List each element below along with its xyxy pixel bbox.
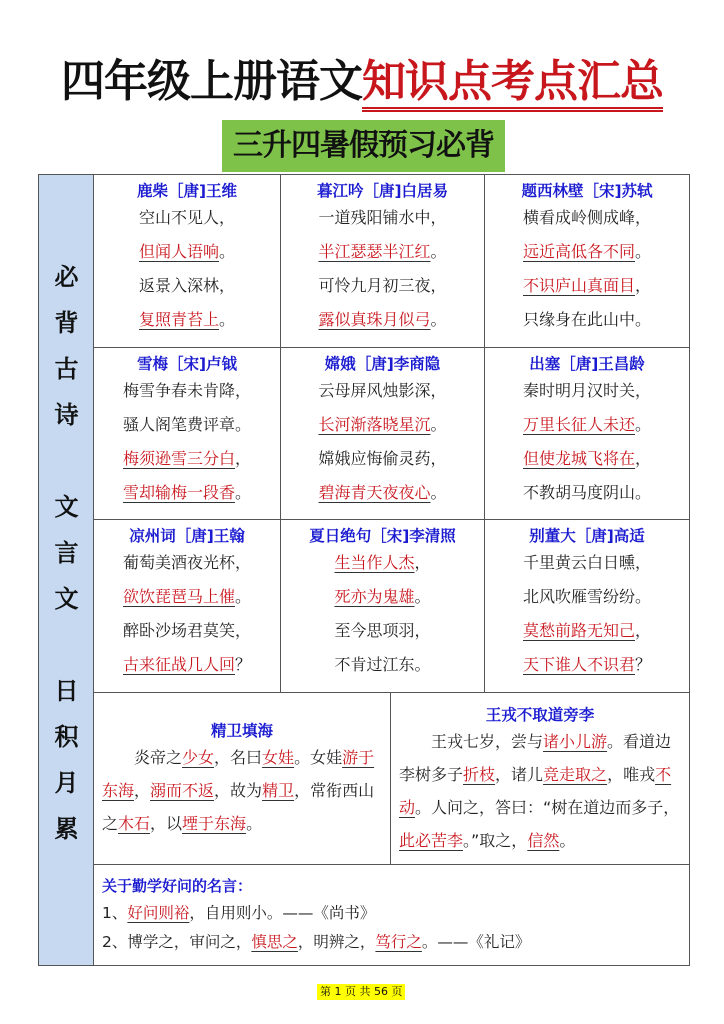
- page-number: 第 1 页 共 56 页: [317, 984, 405, 1000]
- classical-text: 炎帝之少女，名曰女娃。女娃游于东海，溺而不返，故为精卫，常衔西山之木石，以堙于东海。: [102, 748, 375, 833]
- poem-line: 千里黄云白日曛，: [522, 553, 651, 572]
- poem-line: 嫦娥应悔偷灵药，: [318, 449, 447, 468]
- poem-card: [281, 175, 485, 347]
- highlighted-text: 死亦为鬼雄: [334, 587, 415, 606]
- highlighted-text: 欲饮琵琶马上催: [122, 587, 235, 606]
- poem-line: 复照青苔上。: [138, 310, 236, 329]
- poem-line: 但使龙城飞将在，: [522, 449, 652, 468]
- poem-line: 空山不见人，: [138, 208, 235, 227]
- sidebar-char: 必: [54, 263, 79, 291]
- highlighted-text: 但使龙城飞将在: [522, 449, 635, 468]
- poem-line: 欲饮琵琶马上催。: [122, 587, 252, 606]
- poem-line: 长河渐落晓星沉。: [318, 415, 447, 434]
- highlighted-text: 好问则裕: [127, 904, 190, 922]
- poem-line: 梅须逊雪三分白，: [122, 449, 252, 468]
- classical-title: 精卫填海: [210, 722, 273, 740]
- poem-title: 暮江吟［唐]白居易: [316, 182, 449, 200]
- poem-title: 雪梅［宋]卢钺: [136, 355, 238, 373]
- poem-line: 古来征战几人回？: [122, 655, 252, 674]
- poem-card: [94, 520, 281, 692]
- highlighted-text: 梅须逊雪三分白: [122, 449, 235, 468]
- content-table: [38, 174, 690, 966]
- sidebar-char: 古: [54, 355, 79, 383]
- highlighted-text: 不识庐山真面目: [522, 276, 635, 295]
- poem-title: 凉州词［唐]王翰: [129, 527, 245, 545]
- highlighted-text: 但闻人语响: [138, 242, 219, 261]
- poem-title: 出塞［唐]王昌龄: [529, 355, 645, 373]
- sidebar-char: 积: [54, 723, 79, 751]
- poem-row: [94, 175, 689, 348]
- poem-card: [281, 520, 485, 692]
- title-black-part: 四年级上册语文: [61, 56, 362, 107]
- sidebar-char: 文: [54, 493, 79, 521]
- poem-card: [94, 348, 281, 519]
- poem-line: 北风吹雁雪纷纷。: [522, 587, 651, 606]
- poem-line: 露似真珠月似弓。: [318, 310, 447, 329]
- subtitle-banner: 三升四暑假预习必背: [222, 120, 505, 172]
- poem-line: 莫愁前路无知己，: [522, 621, 652, 640]
- poem-line: 只缘身在此山中。: [522, 310, 651, 329]
- poem-row: [94, 348, 689, 520]
- poem-line: 返景入深林，: [138, 276, 235, 295]
- highlighted-text: 雪却输梅一段香: [122, 483, 235, 502]
- poem-line: 生当作人杰，: [334, 553, 431, 572]
- poem-title: 鹿柴［唐]王维: [136, 182, 238, 200]
- highlighted-text: 露似真珠月似弓: [318, 310, 431, 329]
- poem-line: 秦时明月汉时关，: [522, 381, 651, 400]
- highlighted-text: 女娃: [262, 748, 295, 767]
- sidebar-char: 累: [54, 815, 79, 843]
- highlighted-text: 万里长征人未还: [522, 415, 635, 434]
- highlighted-text: 折枝: [463, 765, 496, 784]
- poem-line: 骚人阁笔费评章。: [122, 415, 251, 434]
- sidebar-char: 诗: [54, 401, 79, 429]
- highlighted-text: 慎思之: [251, 933, 298, 951]
- poem-line: 不肯过江东。: [334, 655, 431, 674]
- highlighted-text: 诸小儿游: [543, 732, 608, 751]
- poem-line: 碧海青天夜夜心。: [318, 483, 447, 502]
- highlighted-text: 少女: [182, 748, 215, 767]
- sidebar-char: 背: [54, 309, 79, 337]
- poem-line: 可怜九月初三夜，: [318, 276, 447, 295]
- highlighted-text: 生当作人杰: [334, 553, 415, 572]
- highlighted-text: 信然: [527, 831, 560, 850]
- sidebar-char: 文: [54, 585, 79, 613]
- highlighted-text: 堙于东海: [182, 814, 247, 833]
- poem-line: 梅雪争春未肯降，: [122, 381, 251, 400]
- classical-card-jingwei: [94, 693, 391, 864]
- poem-line: 万里长征人未还。: [522, 415, 652, 434]
- poem-line: 远近高低各不同。: [522, 242, 652, 261]
- poem-card: [485, 348, 689, 519]
- highlighted-text: 溺而不返: [150, 781, 215, 800]
- highlighted-text: 长河渐落晓星沉: [318, 415, 431, 434]
- highlighted-text: 木石: [118, 814, 151, 833]
- classical-row: [94, 693, 689, 865]
- highlighted-text: 半江瑟瑟半江红: [318, 242, 431, 261]
- poem-line: 雪却输梅一段香。: [122, 483, 252, 502]
- page-title: [0, 52, 724, 112]
- poem-card: [281, 348, 485, 519]
- highlighted-text: 莫愁前路无知己: [522, 621, 635, 640]
- quote-line: 1、好问则裕，自用则小。——《尚书》: [102, 904, 376, 922]
- poem-title: 别董大［唐]高适: [529, 527, 645, 545]
- highlighted-text: 游于东海: [102, 748, 375, 800]
- poem-line: 不教胡马度阴山。: [522, 483, 651, 502]
- poem-line: 云母屏风烛影深，: [318, 381, 447, 400]
- highlighted-text: 此必苦李: [399, 831, 464, 850]
- highlighted-text: 古来征战几人回: [122, 655, 235, 674]
- poem-card: [94, 175, 281, 347]
- poem-line: 天下谁人不识君？: [522, 655, 652, 674]
- poem-line: 至今思项羽，: [334, 621, 431, 640]
- sidebar-char: 言: [54, 539, 79, 567]
- highlighted-text: 碧海青天夜夜心: [318, 483, 431, 502]
- poem-title: 嫦娥［唐]李商隐: [324, 355, 441, 373]
- highlighted-text: 不动: [399, 765, 672, 817]
- quotes-section: [94, 865, 689, 965]
- highlighted-text: 竞走取之: [543, 765, 608, 784]
- poem-title: 题西林壁［宋]苏轼: [521, 182, 653, 200]
- poem-line: 不识庐山真面目，: [522, 276, 652, 295]
- poem-line: 但闻人语响。: [138, 242, 236, 261]
- highlighted-text: 天下谁人不识君: [522, 655, 635, 674]
- poem-card: [485, 520, 689, 692]
- poem-title: 夏日绝句［宋]李清照: [309, 527, 456, 545]
- poem-line: 半江瑟瑟半江红。: [318, 242, 447, 261]
- title-red-part: 知识点考点汇总: [362, 56, 663, 112]
- sidebar-category: [39, 175, 94, 965]
- highlighted-text: 精卫: [262, 781, 295, 800]
- quotes-title: 关于勤学好问的名言：: [102, 877, 253, 895]
- poem-line: 葡萄美酒夜光杯，: [122, 553, 251, 572]
- classical-card-wangrong: [391, 693, 689, 864]
- sidebar-char: 月: [54, 769, 79, 797]
- classical-title: 王戎不取道旁李: [485, 706, 595, 724]
- classical-text: 王戎七岁，尝与诸小儿游。看道边李树多子折枝，诸儿竞走取之，唯戎不动。人问之，答曰：“树在道边而多子，此必苦李。”取之，信然。: [399, 732, 680, 850]
- sidebar-char: 日: [54, 677, 79, 705]
- poem-line: 醉卧沙场君莫笑，: [122, 621, 251, 640]
- highlighted-text: 远近高低各不同: [522, 242, 635, 261]
- poem-row: [94, 520, 689, 693]
- highlighted-text: 复照青苔上: [138, 310, 219, 329]
- poem-line: 横看成岭侧成峰，: [522, 208, 651, 227]
- quote-line: 2、博学之，审问之，慎思之，明辨之，笃行之。——《礼记》: [102, 933, 531, 951]
- poem-line: 一道残阳铺水中，: [318, 208, 447, 227]
- highlighted-text: 笃行之: [375, 933, 422, 951]
- poem-card: [485, 175, 689, 347]
- poem-line: 死亦为鬼雄。: [334, 587, 431, 606]
